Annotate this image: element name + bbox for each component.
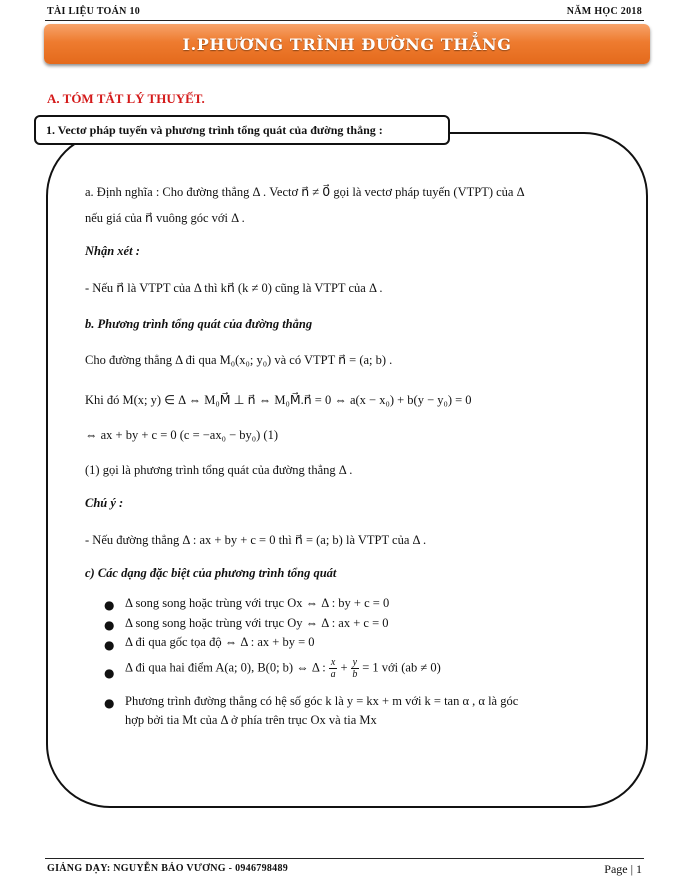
remark-line: - Nếu n⃗ là VTPT của Δ thì kn⃗ (k ≠ 0) cũng là VTPT của Δ . [85, 281, 383, 295]
fraction-y-over-b [351, 657, 359, 680]
special-forms-heading: c) Các dạng đặc biệt của phương trình tổng quát [85, 566, 337, 580]
derivation-line: Khi đó M(x; y) ∈ Δ ⇔ M₀M⃗ ⊥ n⃗ ⇔ M₀M⃗.n⃗ = 0 ⇔ a(x − x₀) + b(y − y₀) = 0 [85, 393, 472, 407]
footer-left: GIẢNG DẠY: NGUYỄN BẢO VƯƠNG - 0946798489 [47, 863, 289, 874]
fraction-y-den: b [352, 669, 358, 680]
bullet-marker: ● [104, 666, 115, 680]
slope-form-line-2: hợp bởi tia Mt của Δ ở phía trên trục Ox và tia Mx [125, 713, 377, 727]
bullet-marker: ● [104, 638, 115, 652]
bullet-marker: ● [104, 598, 115, 612]
header-left: TÀI LIỆU TOÁN 10 [47, 6, 141, 17]
bullet-marker: ● [104, 618, 115, 632]
fraction-x-den: a [330, 669, 336, 680]
footer-divider [45, 858, 644, 859]
title-banner [44, 24, 650, 64]
general-equation-heading: b. Phương trình tổng quát của đường thẳng [85, 317, 313, 331]
equation-line: ⇔ ax + by + c = 0 (c = −ax₀ − by₀) (1) [85, 428, 278, 442]
given-line: Cho đường thẳng Δ đi qua M₀(x₀; y₀) và có VTPT n⃗ = (a; b) . [85, 353, 393, 367]
fraction-x-num: x [330, 657, 336, 668]
intercept-prefix: Δ đi qua hai điểm A(a; 0), B(0; b) ⇔ Δ : [125, 660, 326, 675]
definition-line: a. Định nghĩa : Cho đường thẳng Δ . Vectơ n⃗ ≠ 0⃗ gọi là vectơ pháp tuyến (VTPT) của Δ [85, 185, 525, 199]
header-divider [45, 20, 644, 21]
page-number: Page | 1 [604, 862, 642, 876]
header-right: NĂM HỌC 2018 [566, 6, 642, 17]
section-a-title: A. TÓM TẮT LÝ THUYẾT. [47, 91, 205, 106]
special-form-ox: Δ song song hoặc trùng với trục Ox ⇔ Δ : by + c = 0 [125, 596, 390, 610]
banner-title: I.PHƯƠNG TRÌNH ĐƯỜNG THẲNG [182, 34, 512, 54]
special-form-oy: Δ song song hoặc trùng với trục Oy ⇔ Δ : ax + c = 0 [125, 616, 389, 630]
tab-title-text: 1. Vectơ pháp tuyến và phương trình tổng quát của đường thẳng : [46, 122, 383, 137]
bullet-marker: ● [104, 696, 115, 710]
special-form-intercept: Δ đi qua hai điểm A(a; 0), B(0; b) ⇔ Δ : $\frac{x}{a}$ + $\frac{y}{b} = 1$ với (ab ≠ 0) [125, 657, 441, 680]
fraction-y-num: y [352, 657, 358, 668]
fraction-x-over-a [329, 657, 337, 680]
box-tab-title [34, 115, 450, 145]
slope-form-line: Phương trình đường thẳng có hệ số góc k là y = kx + m với k = tan α , α là góc [125, 694, 519, 708]
definition-general-equation: (1) gọi là phương trình tổng quát của đường thẳng Δ . [85, 463, 353, 477]
note-heading: Chú ý : [85, 496, 124, 510]
remark-heading: Nhận xét : [85, 244, 140, 258]
note-line: - Nếu đường thẳng Δ : ax + by + c = 0 thì n⃗ = (a; b) là VTPT của Δ . [85, 533, 427, 547]
definition-line-2: nếu giá của n⃗ vuông góc với Δ . [85, 211, 245, 225]
special-form-origin: Δ đi qua gốc tọa độ ⇔ Δ : ax + by = 0 [125, 635, 315, 649]
intercept-suffix: = 1 với (ab ≠ 0) [362, 660, 441, 675]
